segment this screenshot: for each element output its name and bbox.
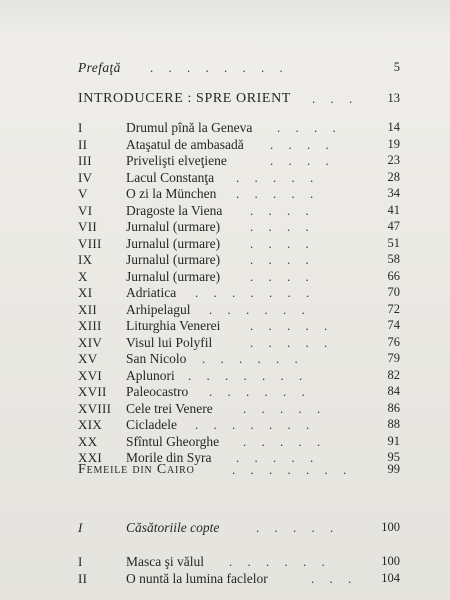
toc-leader-dots: . . . . — [250, 235, 315, 251]
toc-roman-numeral: XVI — [78, 367, 103, 383]
toc-leader-dots: . . . . . — [236, 186, 320, 201]
toc-leader-dots: . . . . . — [243, 400, 327, 416]
toc-roman-numeral: I — [78, 120, 83, 135]
toc-section-row — [0, 462, 450, 482]
toc-roman-numeral: XIII — [78, 318, 102, 333]
toc-leader-dots: . . . . . . — [209, 301, 311, 317]
toc-page-number: 58 — [387, 252, 400, 266]
toc-roman-numeral: X — [78, 268, 88, 284]
toc-page-number: 79 — [387, 351, 400, 365]
toc-chapter-title: O zi la München — [126, 186, 217, 201]
toc-chapter-title: Arhipelagul — [126, 301, 191, 317]
toc-page-number: 104 — [381, 570, 400, 585]
toc-roman-numeral: XIX — [78, 417, 103, 432]
toc-chapter-title: Jurnalul (urmare) — [126, 268, 221, 284]
toc-chapter-title: Jurnalul (urmare) — [126, 235, 221, 251]
toc-roman-numeral: III — [78, 153, 92, 168]
toc-leader-dots: . . . . . . . — [195, 417, 316, 432]
toc-leader-dots: . . . — [312, 91, 359, 106]
toc-chapter-title: Visul lui Polyfil — [126, 334, 213, 350]
toc-section-title: INTRODUCERE : SPRE ORIENT — [78, 91, 291, 106]
toc-page-number: 84 — [387, 384, 400, 398]
toc-roman-numeral: IV — [78, 169, 93, 185]
toc-page-number: 99 — [387, 462, 400, 476]
toc-page-number: 88 — [387, 417, 400, 431]
toc-subsection-row — [0, 520, 450, 540]
toc-leader-dots: . . . . . . . — [232, 462, 353, 477]
toc-preface-title: Prefaţă — [78, 60, 121, 75]
toc-chapter-title: O nuntă la lumina faclelor — [126, 570, 268, 586]
toc-leader-dots: . . . . . — [250, 318, 334, 333]
toc-page-number: 100 — [381, 554, 400, 568]
toc-page-number: 41 — [387, 202, 400, 217]
toc-roman-numeral: VIII — [78, 235, 102, 251]
toc-leader-dots: . . . . . — [250, 334, 334, 350]
toc-chapter-title: Cicladele — [126, 417, 177, 432]
toc-chapter-title: Morile din Syra — [126, 450, 212, 465]
toc-chapter-title: Drumul pînă la Geneva — [126, 120, 253, 135]
toc-roman-numeral: XII — [78, 301, 97, 317]
toc-page-number: 100 — [381, 520, 400, 534]
toc-leader-dots: . . . . . . . — [188, 367, 309, 383]
toc-subsection-title: Căsătoriile copte — [126, 520, 220, 535]
toc-roman-numeral: XIV — [78, 334, 103, 350]
toc-chapter-row — [0, 571, 450, 591]
toc-roman-numeral: V — [78, 186, 88, 201]
toc-chapter-title: Adriatica — [126, 285, 177, 300]
toc-leader-dots: . . . . — [250, 219, 315, 234]
toc-chapter-title: Dragoste la Viena — [126, 202, 223, 218]
toc-leader-dots: . . . . — [270, 136, 335, 152]
toc-leader-dots: . . . . . — [256, 520, 340, 535]
toc-roman-numeral: XI — [78, 285, 93, 300]
toc-leader-dots: . . . . . . — [209, 384, 311, 399]
toc-roman-numeral: II — [78, 570, 88, 586]
toc-page-number: 13 — [387, 91, 400, 105]
toc-page-number: 19 — [387, 136, 400, 151]
toc-preface-row — [0, 60, 450, 80]
toc-roman-numeral: XV — [78, 351, 98, 366]
toc-page-number: 28 — [387, 169, 400, 184]
toc-roman-numeral: IX — [78, 252, 93, 267]
toc-leader-dots: . . . . — [250, 202, 315, 218]
toc-roman-numeral: VII — [78, 219, 97, 234]
toc-leader-dots: . . . . — [270, 153, 335, 168]
toc-chapter-title: Aplunori — [126, 367, 175, 383]
toc-page-number: 70 — [387, 285, 400, 299]
toc-roman-numeral: XXI — [78, 450, 103, 465]
toc-roman-numeral: I — [78, 554, 83, 569]
toc-leader-dots: . . . . . . — [229, 554, 331, 569]
toc-roman-numeral: II — [78, 136, 88, 152]
toc-roman-numeral: XVII — [78, 384, 107, 399]
toc-page-number: 74 — [387, 318, 400, 332]
toc-page-number: 86 — [387, 400, 400, 415]
toc-roman-numeral: XX — [78, 433, 98, 449]
toc-chapter-title: Sfîntul Gheorghe — [126, 433, 220, 449]
toc-page-number: 5 — [393, 60, 400, 74]
toc-leader-dots: . . . . . — [236, 450, 320, 465]
toc-leader-dots: . . . . — [250, 252, 315, 267]
toc-page-number: 95 — [387, 450, 400, 464]
toc-leader-dots: . . . . . — [236, 169, 320, 185]
toc-leader-dots: . . . . . . . . — [150, 60, 289, 75]
toc-chapter-title: Liturghia Venerei — [126, 318, 221, 333]
toc-chapter-title: San Nicolo — [126, 351, 187, 366]
toc-roman-numeral: VI — [78, 202, 93, 218]
page-shadow — [0, 0, 450, 40]
toc-chapter-title: Paleocastro — [126, 384, 189, 399]
toc-leader-dots: . . . — [311, 570, 358, 586]
toc-chapter-title: Jurnalul (urmare) — [126, 219, 221, 234]
toc-page-number: 47 — [387, 219, 400, 233]
toc-leader-dots: . . . . — [277, 120, 342, 135]
toc-chapter-title: Masca şi vălul — [126, 554, 204, 569]
toc-chapter-title: Privelişti elveţiene — [126, 153, 227, 168]
toc-page-number: 66 — [387, 268, 400, 283]
toc-section-title: Femeile din Cairo — [78, 462, 195, 477]
toc-page-number: 51 — [387, 235, 400, 250]
toc-page-number: 82 — [387, 367, 400, 382]
toc-leader-dots: . . . . . . . — [195, 285, 316, 300]
toc-chapter-title: Cele trei Venere — [126, 400, 213, 416]
toc-section-row — [0, 91, 450, 111]
toc-page-number: 34 — [387, 186, 400, 200]
toc-roman-numeral: XVIII — [78, 400, 112, 416]
toc-chapter-title: Jurnalul (urmare) — [126, 252, 221, 267]
toc-chapter-title: Lacul Constanţa — [126, 169, 215, 185]
toc-leader-dots: . . . . — [250, 268, 315, 284]
toc-page-number: 76 — [387, 334, 400, 349]
toc-page-number: 72 — [387, 301, 400, 316]
toc-roman-numeral: I — [78, 520, 83, 535]
toc-page-number: 91 — [387, 433, 400, 448]
toc-page-number: 14 — [387, 120, 400, 134]
toc-leader-dots: . . . . . — [243, 433, 327, 449]
toc-page-number: 23 — [387, 153, 400, 167]
toc-leader-dots: . . . . . . — [202, 351, 304, 366]
toc-chapter-title: Ataşatul de ambasadă — [126, 136, 244, 152]
